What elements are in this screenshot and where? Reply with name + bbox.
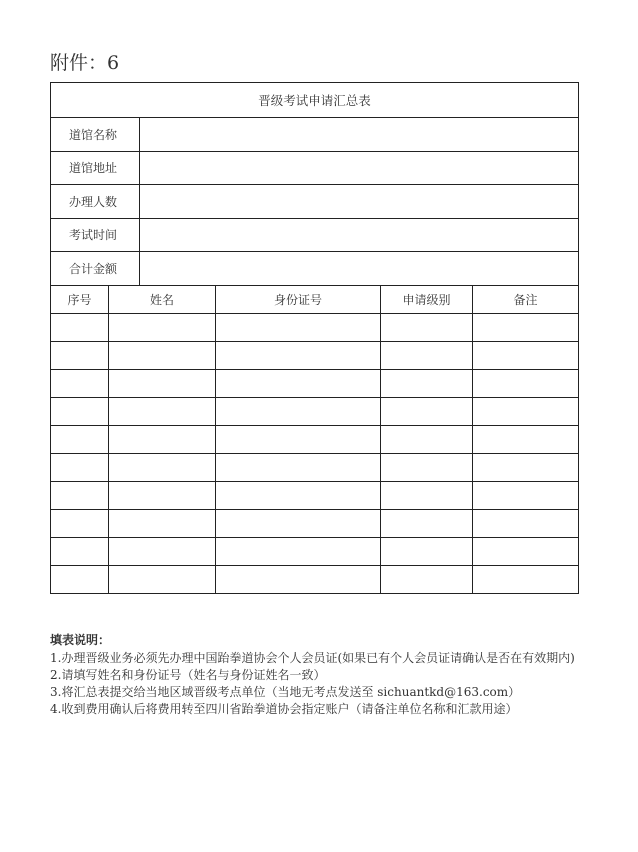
serial-cell[interactable] xyxy=(51,509,109,537)
id-number-cell[interactable] xyxy=(216,397,381,425)
name-cell[interactable] xyxy=(109,453,216,481)
name-cell[interactable] xyxy=(109,341,216,369)
remarks-cell[interactable] xyxy=(473,397,579,425)
table-title: 晋级考试申请汇总表 xyxy=(51,83,579,118)
name-cell[interactable] xyxy=(109,537,216,565)
table-row xyxy=(51,397,579,425)
instruction-item-3: 3.将汇总表提交给当地区域晋级考点单位（当地无考点发送至 sichuantkd@163.com） xyxy=(50,685,521,699)
level-cell[interactable] xyxy=(381,425,473,453)
serial-cell[interactable] xyxy=(51,369,109,397)
serial-cell[interactable] xyxy=(51,425,109,453)
id-number-cell[interactable] xyxy=(216,425,381,453)
name-cell[interactable] xyxy=(109,425,216,453)
table-title-row xyxy=(51,83,579,118)
id-number-cell[interactable] xyxy=(216,481,381,509)
instruction-item-4: 4.收到费用确认后将费用转至四川省跆拳道协会指定账户（请备注单位名称和汇款用途） xyxy=(50,702,518,716)
id-number-cell[interactable] xyxy=(216,565,381,593)
name-cell[interactable] xyxy=(109,509,216,537)
instructions-title: 填表说明： xyxy=(50,633,111,647)
name-cell[interactable] xyxy=(109,313,216,341)
remarks-cell[interactable] xyxy=(473,481,579,509)
exam-time-label: 考试时间 xyxy=(51,218,140,252)
level-cell[interactable] xyxy=(381,453,473,481)
column-header-name: 姓名 xyxy=(109,285,216,313)
serial-cell[interactable] xyxy=(51,453,109,481)
level-cell[interactable] xyxy=(381,369,473,397)
name-cell[interactable] xyxy=(109,565,216,593)
table-row xyxy=(51,341,579,369)
table-row xyxy=(51,565,579,593)
column-header-level: 申请级别 xyxy=(381,285,473,313)
serial-cell[interactable] xyxy=(51,481,109,509)
total-amount-label: 合计金额 xyxy=(51,252,140,286)
filling-instructions xyxy=(50,632,610,718)
instruction-item-1: 1.办理晋级业务必须先办理中国跆拳道协会个人会员证(如果已有个人会员证请确认是否在有效期内) xyxy=(50,651,575,665)
info-row-total-amount xyxy=(51,252,579,286)
column-header-row xyxy=(51,285,579,313)
info-row-gym-address xyxy=(51,151,579,185)
remarks-cell[interactable] xyxy=(473,453,579,481)
table-row xyxy=(51,453,579,481)
level-cell[interactable] xyxy=(381,565,473,593)
id-number-cell[interactable] xyxy=(216,313,381,341)
name-cell[interactable] xyxy=(109,369,216,397)
gym-name-label: 道馆名称 xyxy=(51,118,140,152)
serial-cell[interactable] xyxy=(51,397,109,425)
total-amount-field[interactable] xyxy=(140,252,579,286)
column-header-id-number: 身份证号 xyxy=(216,285,381,313)
serial-cell[interactable] xyxy=(51,537,109,565)
id-number-cell[interactable] xyxy=(216,341,381,369)
table-row xyxy=(51,425,579,453)
column-header-serial: 序号 xyxy=(51,285,109,313)
id-number-cell[interactable] xyxy=(216,369,381,397)
serial-cell[interactable] xyxy=(51,565,109,593)
table-row xyxy=(51,481,579,509)
level-cell[interactable] xyxy=(381,509,473,537)
remarks-cell[interactable] xyxy=(473,341,579,369)
table-row xyxy=(51,313,579,341)
remarks-cell[interactable] xyxy=(473,425,579,453)
gym-address-label: 道馆地址 xyxy=(51,151,140,185)
name-cell[interactable] xyxy=(109,481,216,509)
info-row-applicant-count xyxy=(51,185,579,219)
info-row-gym-name xyxy=(51,118,579,152)
name-cell[interactable] xyxy=(109,397,216,425)
gym-name-field[interactable] xyxy=(140,118,579,152)
level-cell[interactable] xyxy=(381,397,473,425)
remarks-cell[interactable] xyxy=(473,565,579,593)
level-cell[interactable] xyxy=(381,313,473,341)
instruction-item-2: 2.请填写姓名和身份证号（姓名与身份证姓名一致） xyxy=(50,668,326,682)
application-summary-table xyxy=(50,82,579,594)
id-number-cell[interactable] xyxy=(216,453,381,481)
id-number-cell[interactable] xyxy=(216,537,381,565)
table-row xyxy=(51,509,579,537)
remarks-cell[interactable] xyxy=(473,369,579,397)
remarks-cell[interactable] xyxy=(473,509,579,537)
table-row xyxy=(51,369,579,397)
table-row xyxy=(51,537,579,565)
serial-cell[interactable] xyxy=(51,341,109,369)
id-number-cell[interactable] xyxy=(216,509,381,537)
level-cell[interactable] xyxy=(381,537,473,565)
serial-cell[interactable] xyxy=(51,313,109,341)
remarks-cell[interactable] xyxy=(473,537,579,565)
level-cell[interactable] xyxy=(381,341,473,369)
gym-address-field[interactable] xyxy=(140,151,579,185)
applicant-count-label: 办理人数 xyxy=(51,185,140,219)
exam-time-field[interactable] xyxy=(140,218,579,252)
column-header-remarks: 备注 xyxy=(473,285,579,313)
remarks-cell[interactable] xyxy=(473,313,579,341)
info-row-exam-time xyxy=(51,218,579,252)
attachment-label: 附件：6 xyxy=(50,52,120,74)
level-cell[interactable] xyxy=(381,481,473,509)
applicant-count-field[interactable] xyxy=(140,185,579,219)
